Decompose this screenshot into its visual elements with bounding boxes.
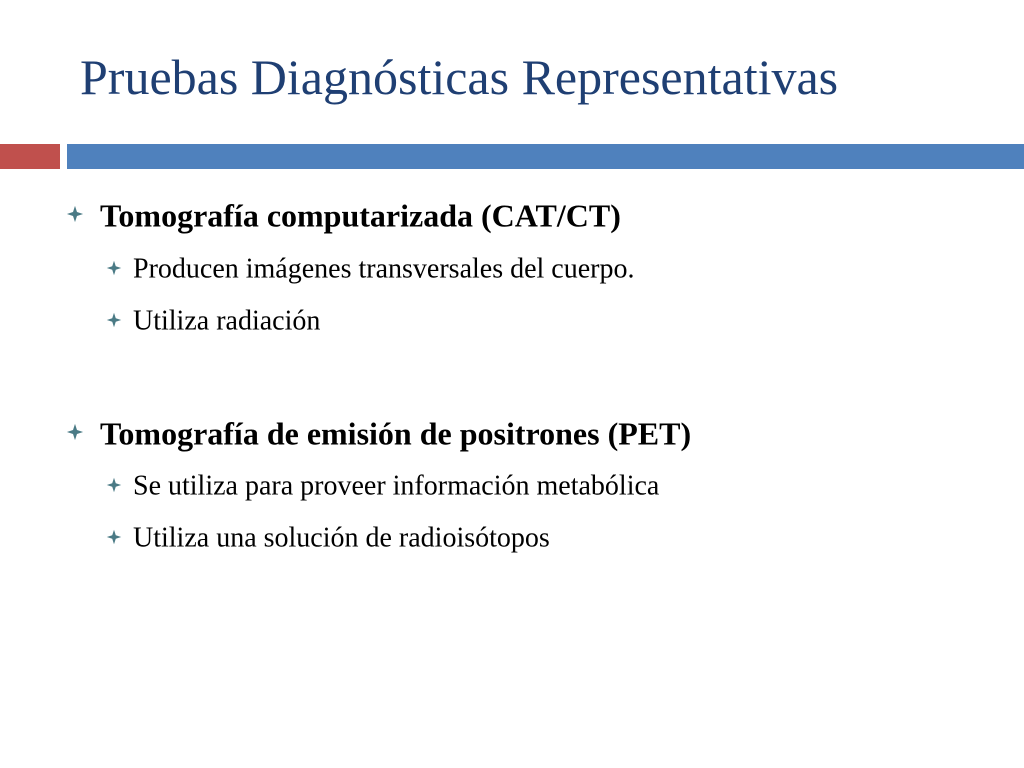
- item-text: Utiliza una solución de radioisótopos: [133, 522, 550, 554]
- diamond-bullet-icon: [66, 423, 84, 441]
- bullet-item: [106, 523, 550, 553]
- heading-text: Tomografía de emisión de positrones (PET): [100, 415, 692, 452]
- diamond-bullet-icon: [106, 477, 122, 493]
- diamond-bullet-icon: [106, 529, 122, 545]
- bullet-item: [106, 254, 634, 284]
- heading-text: Tomografía computarizada (CAT/CT): [100, 197, 621, 234]
- diamond-bullet-icon: [106, 260, 122, 276]
- item-text: Producen imágenes transversales del cuerpo.: [133, 253, 635, 285]
- slide-title: Pruebas Diagnósticas Representativas: [80, 49, 839, 105]
- bullet-item: [106, 471, 659, 501]
- item-text: Utiliza radiación: [133, 305, 321, 337]
- bullet-heading: [66, 414, 691, 450]
- bullet-item: [106, 306, 320, 336]
- diamond-bullet-icon: [66, 205, 84, 223]
- title-rule-bar: [67, 144, 1024, 169]
- diamond-bullet-icon: [106, 312, 122, 328]
- bullet-heading: [66, 196, 621, 232]
- title-rule-accent: [0, 144, 60, 169]
- item-text: Se utiliza para proveer información metabólica: [133, 470, 660, 502]
